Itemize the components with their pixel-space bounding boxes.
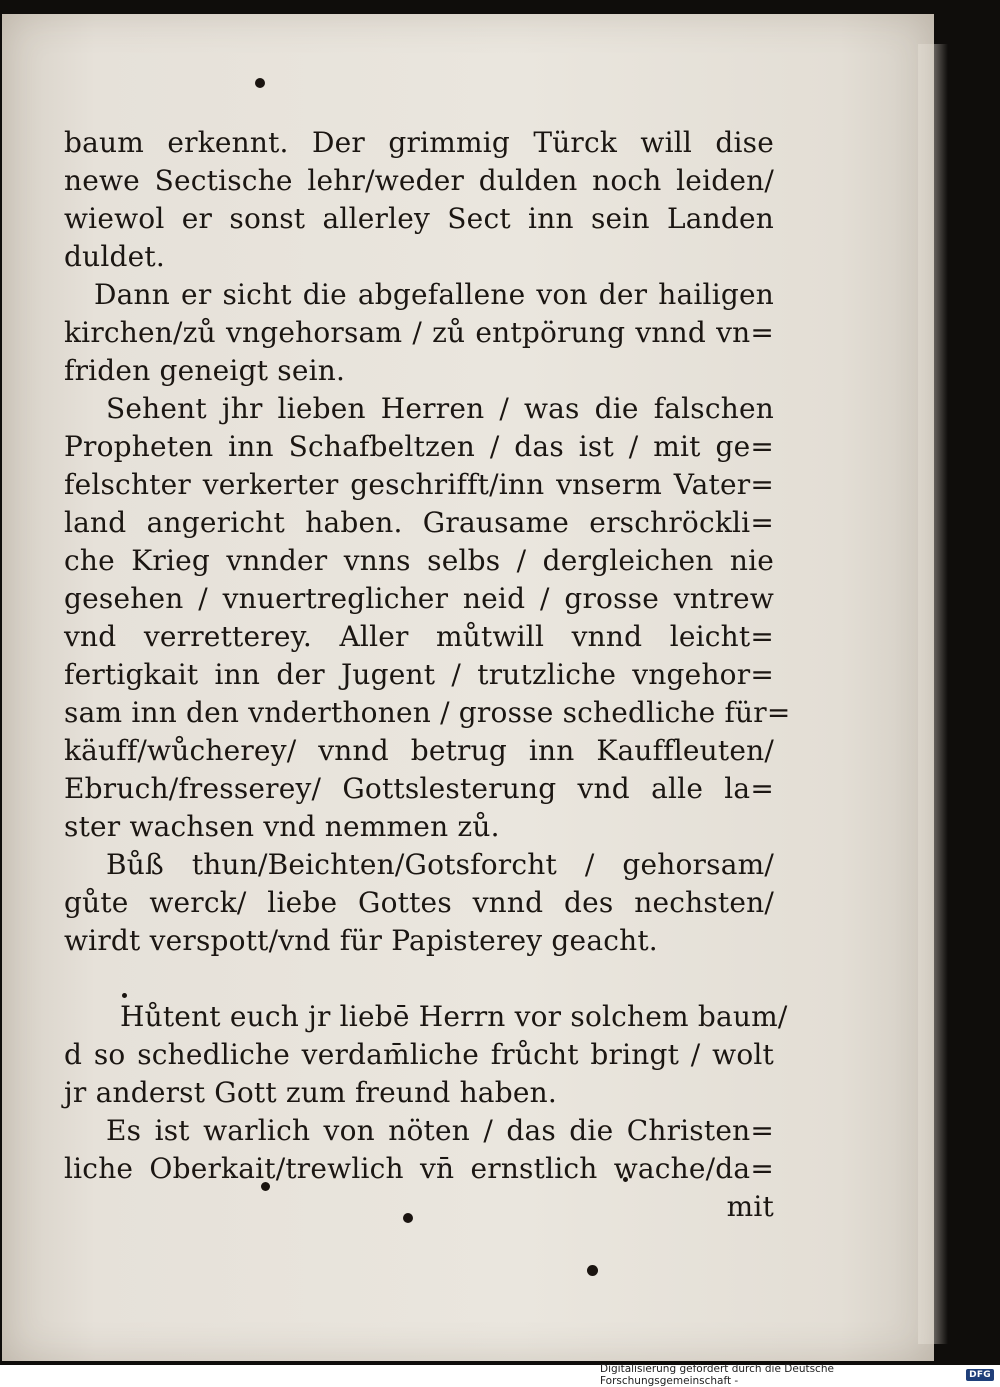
text-line: Ebruch/fresserey/ Gottslesterung vnd alle la=: [64, 772, 774, 805]
text-line: liche Oberkait/trewlich vn̄ ernstlich wache/da=: [64, 1152, 774, 1185]
text-line: land angericht haben. Grausame erschröckli=: [64, 506, 774, 539]
text-line: Bůß thun/Beichten/Gotsforcht / gehorsam/: [106, 848, 774, 881]
text-line: baum erkennt. Der grimmig Türck will dise: [64, 126, 774, 159]
text-line: Dann er sicht die abgefallene von der hailigen: [94, 278, 774, 311]
text-line: wirdt verspott/vnd für Papisterey geacht.: [64, 924, 658, 957]
text-line: sam inn den vnderthonen / grosse schedliche für=: [64, 696, 791, 729]
footer-credit-text: Digitalisierung gefördert durch die Deutsche Forschungsgemeinschaft -: [600, 1362, 834, 1387]
text-line: Hůtent euch jr liebē Herrn vor solchem baum/: [120, 1000, 788, 1033]
text-line: ster wachsen vnd nemmen zů.: [64, 810, 500, 843]
text-line: friden geneigt sein.: [64, 354, 346, 387]
ink-dot: [587, 1265, 598, 1276]
page-text: [64, 124, 791, 1226]
text-line: mit: [726, 1190, 774, 1223]
text-line: gesehen / vnuertreglicher neid / grosse vntrew: [64, 582, 774, 615]
text-line: d so schedliche verdam̄liche frůcht bringt / wolt: [64, 1038, 774, 1071]
paragraph-gap: [64, 960, 774, 998]
text-line: kirchen/zů vngehorsam / zů entpörung vnnd vn=: [64, 316, 774, 349]
text-line: Es ist warlich von nöten / das die Christen=: [106, 1114, 774, 1147]
text-line: vnd verretterey. Aller můtwill vnnd leicht=: [64, 620, 774, 653]
text-line: käuff/wůcherey/ vnnd betrug inn Kauffleuten/: [64, 734, 774, 767]
text-line: Sehent jhr lieben Herren / was die falschen: [106, 392, 774, 425]
text-line: wiewol er sonst allerley Sect inn sein Landen: [64, 202, 774, 235]
text-line: Propheten inn Schafbeltzen / das ist / mit ge=: [64, 430, 774, 463]
ink-dot: [255, 78, 265, 88]
dfg-logo: DFG: [966, 1369, 994, 1381]
text-line: gůte werck/ liebe Gottes vnnd des nechsten/: [64, 886, 774, 919]
text-line: jr anderst Gott zum freund haben.: [64, 1076, 557, 1109]
text-line: duldet.: [64, 240, 165, 273]
text-line: che Krieg vnnder vnns selbs / dergleichen nie: [64, 544, 774, 577]
text-line: felschter verkerter geschrifft/inn vnserm Vater=: [64, 468, 774, 501]
text-line: fertigkait inn der Jugent / trutzliche vngehor=: [64, 658, 774, 691]
text-line: newe Sectische lehr/weder dulden noch leiden/: [64, 164, 774, 197]
footer-credit: [600, 1362, 1000, 1387]
